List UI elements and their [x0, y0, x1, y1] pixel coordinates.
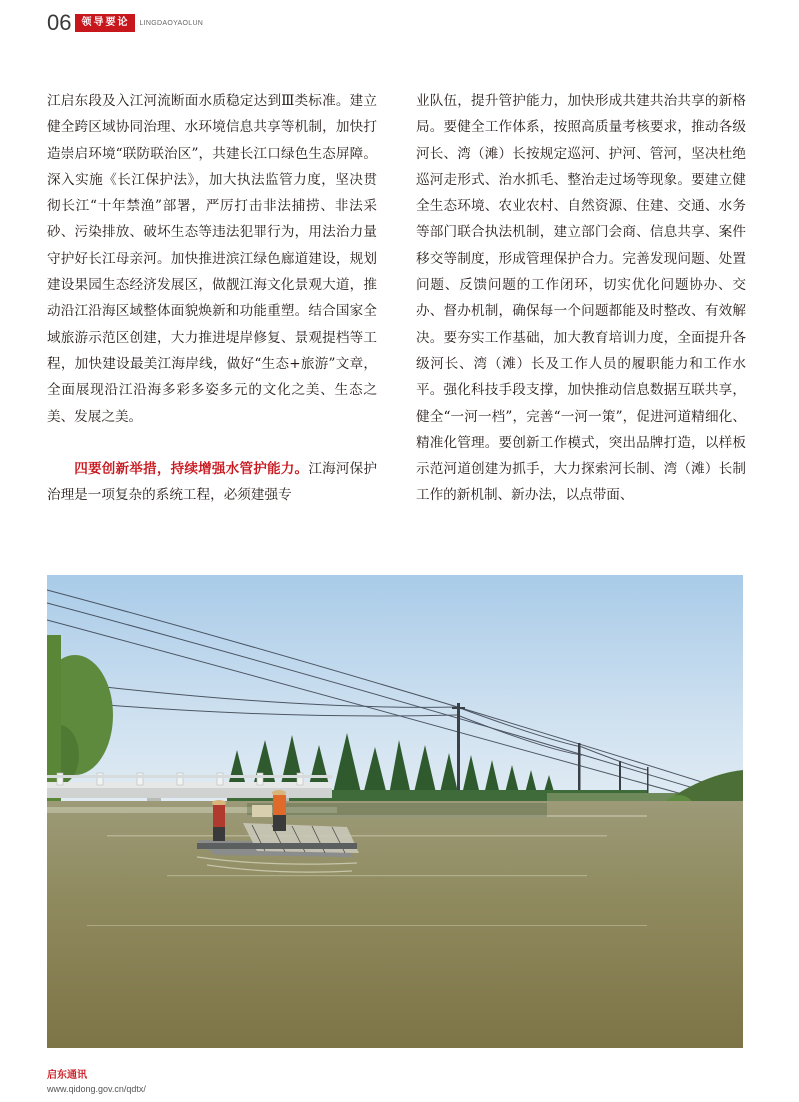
section-pinyin: LINGDAOYAOLUN — [139, 19, 204, 27]
page-footer — [47, 1070, 146, 1095]
left-paragraph-2 — [47, 456, 377, 509]
left-column — [47, 88, 377, 508]
paragraph-lead-heading: 四要创新举措，持续增强水管护能力。 — [74, 460, 309, 477]
paragraph-body: 江海河保护治理是一项复杂的系统工程，必须建强专 — [47, 460, 378, 504]
left-paragraph-1: 江启东段及入江河流断面水质稳定达到Ⅲ类标准。建立健全跨区域协同治理、水环境信息共享等机制，加快打造崇启环境“联防联治区”，共建长江口绿色生态屏障。深入实施《长江保护法》，加大执法监管力度，坚决贯彻长江“十年禁渔”部署，严厉打击非法捕捞、非法采砂、污染排放、破坏生态等违法犯罪行为，用法治力量守护好长江母亲河。加快推进滨江绿色廊道建设，规划建设果园生态经济发展区，做靓江海文化景观大道，推动沿江沿海区域整体面貌焕新和功能重塑。结合国家全域旅游示范区创建，大力推进堤岸修复、景观提档等工程，加快建设最美江海岸线，做好“生态+旅游”文章，全面展现沿江沿海多彩多姿多元的文化之美、生态之美、发展之美。 — [47, 93, 377, 425]
right-paragraph-1: 业队伍，提升管护能力，加快形成共建共治共享的新格局。要健全工作体系，按照高质量考核要求，推动各级河长、湾（滩）长按规定巡河、护河、管河，坚决杜绝巡河走形式、治水抓毛、整治走过场等现象。要建立健全生态环境、农业农村、自然资源、住建、交通、水务等部门联合执法机制，建立部门会商、信息共享、案件移交等制度，形成管理保护合力。完善发现问题、处置问题、反馈问题的工作闭环，切实优化问题协办、交办、督办机制，确保每一个问题都能及时整改、有效解决。要夯实工作基础，加大教育培训力度，全面提升各级河长、湾（滩）长及工作人员的履职能力和工作水平。强化科技手段支撑，加快推动信息数据互联共享，健全“一河一档”，完善“一河一策”，促进河道精细化、精准化管理。要创新工作模式，突出品牌打造，以样板示范河道创建为抓手，大力探索河长制、湾（滩）长制工作的新机制、新办法，以点带面、 — [416, 93, 746, 504]
river-photo — [47, 575, 743, 1048]
section-title: 领导要论 — [75, 14, 135, 32]
magazine-name: 启东通讯 — [47, 1070, 87, 1081]
right-column — [416, 88, 746, 509]
page-number: 06 — [47, 10, 72, 35]
page-header — [47, 10, 203, 36]
magazine-url[interactable]: www.qidong.gov.cn/qdtx/ — [47, 1084, 146, 1094]
